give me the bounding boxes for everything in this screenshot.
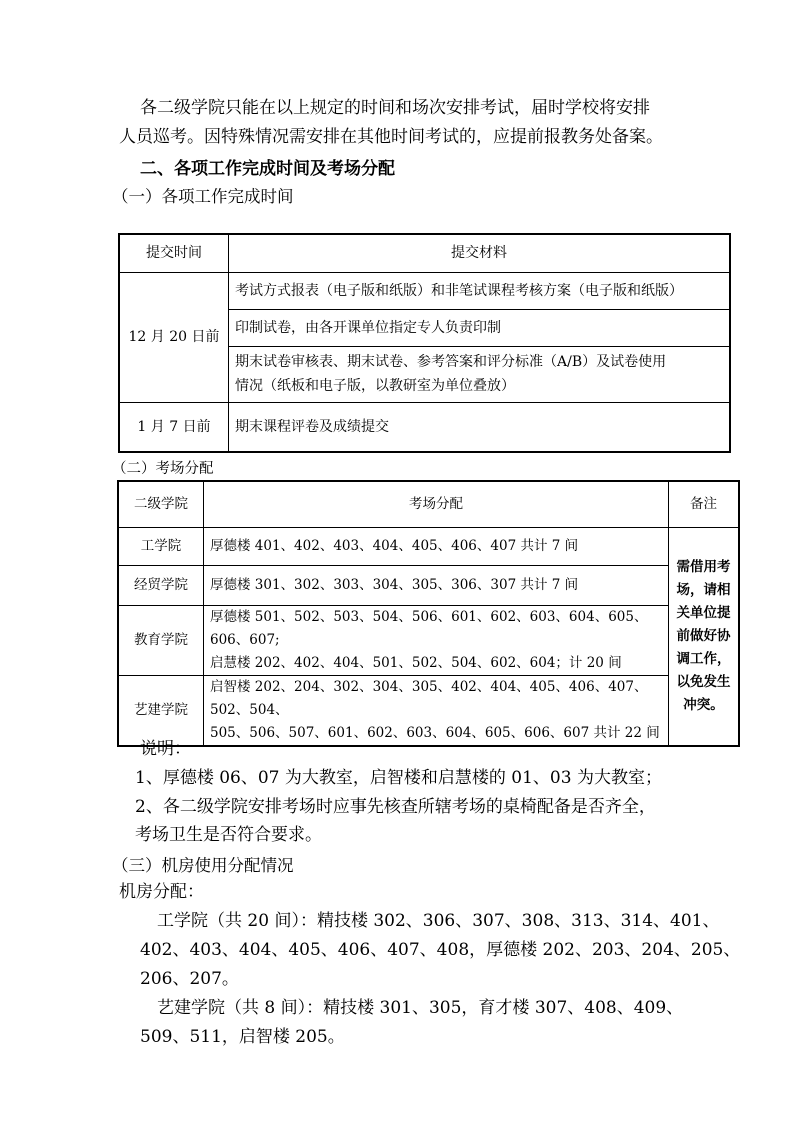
yijian-line-2: 509、511，启智楼 205。 xyxy=(140,1027,345,1047)
gongxue-line-3: 206、207。 xyxy=(140,969,239,989)
time-cell: 12 月 20 日前 xyxy=(119,272,229,402)
material-cell: 期末课程评卷及成绩提交 xyxy=(229,402,731,452)
material-line: 期末试卷审核表、期末试卷、参考答案和评分标准（A/B）及试卷使用 xyxy=(235,354,667,370)
note-line: 前做好协 xyxy=(676,627,731,644)
room-line: 启智楼 202、204、302、304、305、402、404、405、406、407、502、504、 xyxy=(210,678,648,718)
yijian-line-1: 艺建学院（共 8 间）：精技楼 301、305，育才楼 307、408、409、 xyxy=(157,998,684,1018)
table-header: 备注 xyxy=(669,481,740,527)
college-cell: 艺建学院 xyxy=(118,675,204,746)
intro-line-2: 人员巡考。因特殊情况需安排在其他时间考试的，应提前报教务处备案。 xyxy=(119,127,663,147)
section-heading-2: 二、各项工作完成时间及考场分配 xyxy=(140,159,395,179)
exam-room-table xyxy=(117,480,740,747)
table-header: 二级学院 xyxy=(118,481,204,527)
subheading-computer-rooms: （三）机房使用分配情况 xyxy=(112,856,294,875)
college-cell: 工学院 xyxy=(118,527,204,565)
material-cell: 印制试卷，由各开课单位指定专人负责印制 xyxy=(229,309,731,346)
note-line: 需借用考 xyxy=(676,558,731,575)
room-cell: 厚德楼 301、302、303、304、305、306、307 共计 7 间 xyxy=(204,565,669,605)
room-line: 启慧楼 202、402、404、501、502、504、602、604；计 20 间 xyxy=(210,654,622,671)
gongxue-line-2: 402、403、404、405、406、407、408，厚德楼 202、203、204、205、 xyxy=(140,940,741,960)
college-cell: 经贸学院 xyxy=(118,565,204,605)
time-cell: 1 月 7 日前 xyxy=(119,402,229,452)
subheading-work-time: （一）各项工作完成时间 xyxy=(112,187,294,206)
explain-item-1: 1、厚德楼 06、07 为大教室，启智楼和启慧楼的 01、03 为大教室； xyxy=(135,768,662,788)
room-line: 505、506、507、601、602、603、604、605、606、607 共计 22 间 xyxy=(210,724,660,741)
room-cell xyxy=(204,675,669,746)
note-cell xyxy=(669,527,740,746)
note-line: 冲突。 xyxy=(683,696,724,713)
explain-item-2a: 2、各二级学院安排考场时应事先核查所辖考场的桌椅配备是否齐全， xyxy=(135,797,656,817)
material-line: 情况（纸板和电子版，以教研室为单位叠放） xyxy=(235,378,515,394)
room-cell: 厚德楼 401、402、403、404、405、406、407 共计 7 间 xyxy=(204,527,669,565)
material-cell: 考试方式报表（电子版和纸版）和非笔试课程考核方案（电子版和纸版） xyxy=(229,272,731,309)
gongxue-line-1: 工学院（共 20 间）：精技楼 302、306、307、308、313、314、401、 xyxy=(157,911,720,931)
material-cell xyxy=(229,346,731,402)
rooms-title: 机房分配： xyxy=(119,882,204,902)
table-header: 考场分配 xyxy=(204,481,669,527)
room-line: 厚德楼 501、502、503、504、506、601、602、603、604、605、606、607; xyxy=(210,608,648,648)
work-time-table xyxy=(118,233,731,453)
room-cell xyxy=(204,605,669,675)
table-header: 提交材料 xyxy=(229,234,731,272)
note-line: 关单位提 xyxy=(676,604,731,621)
note-line: 场，请相 xyxy=(676,581,731,598)
explain-item-2b: 考场卫生是否符合要求。 xyxy=(135,825,322,845)
college-cell: 教育学院 xyxy=(118,605,204,675)
explain-title: 说明： xyxy=(140,739,191,759)
note-line: 调工作， xyxy=(676,650,731,667)
intro-line-1: 各二级学院只能在以上规定的时间和场次安排考试，届时学校将安排 xyxy=(140,98,650,118)
subheading-exam-rooms: （二）考场分配 xyxy=(112,461,214,477)
table-header: 提交时间 xyxy=(119,234,229,272)
note-line: 以免发生 xyxy=(676,673,731,690)
